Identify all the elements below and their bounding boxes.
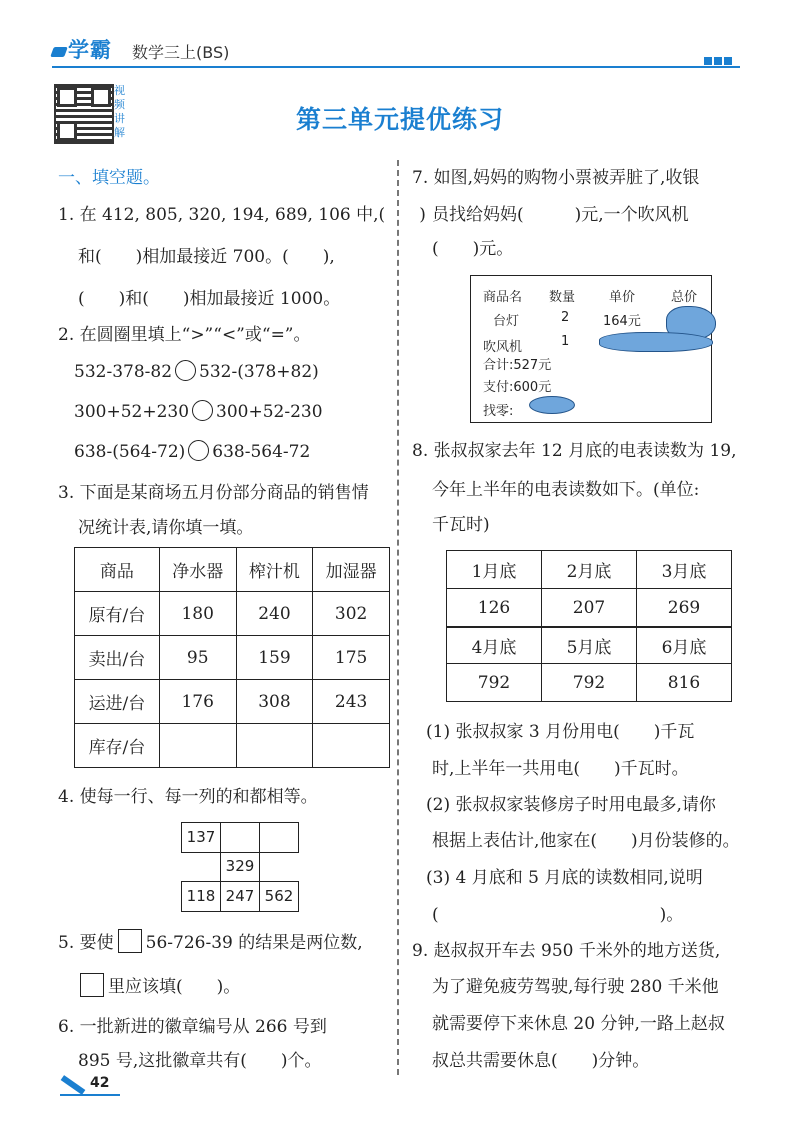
- answer-cell[interactable]: [259, 822, 299, 853]
- q2-compare-b: 300+52+230 300+52-230: [74, 402, 323, 422]
- receipt: 商品名 数量 单价 总价 台灯 2 164元 吹风机 1 合计:527元 支付:600元 找零:: [470, 275, 712, 423]
- page-number: 42: [90, 1075, 110, 1091]
- q9-line4: 叔总共需要休息( )分钟。: [432, 1051, 650, 1071]
- compare-circle[interactable]: [175, 360, 196, 381]
- smudge: [599, 332, 713, 352]
- footer-rule: [60, 1094, 120, 1096]
- q8-sub2-line2: 根据上表估计,他家在( )月份装修的。: [432, 831, 740, 851]
- q8-line1: 8. 张叔叔家去年 12 月底的电表读数为 19,: [412, 441, 737, 461]
- meter-table-top: 1月底 2月底 3月底 126 207 269: [446, 550, 732, 627]
- q3-line2: 况统计表,请你填一填。: [78, 518, 254, 538]
- q2-compare-c: 638-(564-72) 638-564-72: [74, 442, 311, 462]
- q7-line1: 7. 如图,妈妈的购物小票被弄脏了,收银: [412, 168, 700, 188]
- q3-line1: 3. 下面是某商场五月份部分商品的销售情: [58, 483, 369, 503]
- q7-line2: 员找给妈妈( )元,一个吹风机: [432, 205, 689, 225]
- answer-cell[interactable]: [159, 724, 236, 768]
- q5-line1: 5. 要使 56-726-39 的结果是两位数,: [58, 929, 363, 955]
- answer-cell[interactable]: [313, 724, 390, 768]
- q2-line1: 2. 在圆圈里填上“>”“<”或“=”。: [58, 325, 311, 345]
- compare-circle[interactable]: [192, 400, 213, 421]
- blank-box[interactable]: [80, 973, 104, 997]
- q8-line3: 千瓦时): [432, 515, 490, 535]
- q7-line3: ( )元。: [432, 239, 514, 259]
- q6-line2: 895 号,这批徽章共有( )个。: [78, 1051, 322, 1071]
- q8-sub2-line1: (2) 张叔叔家装修房子时用电最多,请你: [426, 795, 716, 815]
- smudge: [529, 396, 575, 414]
- q9-line3: 就需要停下来休息 20 分钟,一路上赵叔: [432, 1014, 725, 1034]
- answer-cell[interactable]: [220, 822, 260, 853]
- q8-line2: 今年上半年的电表读数如下。(单位:: [432, 480, 700, 500]
- blank-box[interactable]: [118, 929, 142, 953]
- compare-circle[interactable]: [188, 440, 209, 461]
- pencil-icon: [61, 1075, 86, 1095]
- brand-logo: 学霸: [52, 34, 112, 64]
- q1-line2: 和( )相加最接近 700。( ),: [78, 247, 335, 267]
- q4-line1: 4. 使每一行、每一列的和都相等。: [58, 787, 318, 807]
- q8-sub1-line1: (1) 张叔叔家 3 月份用电( )千瓦: [426, 722, 695, 742]
- sales-table: 商品 净水器 榨汁机 加湿器 原有/台 180 240 302 卖出/台 95 159 175 运进/台 176 308 243 库存/台: [74, 547, 390, 768]
- q8-sub3-line2: ( )。: [432, 905, 684, 925]
- q1-line3: ( )和( )相加最接近 1000。: [78, 289, 341, 309]
- q6-line1: 6. 一批新进的徽章编号从 266 号到: [58, 1017, 327, 1037]
- section-heading: 一、填空题。: [58, 168, 160, 188]
- q2-compare-a: 532-378-82 532-(378+82): [74, 362, 319, 382]
- qr-label: 视频讲解: [114, 84, 125, 139]
- q9-line1: 9. 赵叔叔开车去 950 千米外的地方送货,: [412, 941, 721, 961]
- header-rule: [52, 66, 740, 68]
- graduation-cap-icon: [50, 47, 68, 57]
- meter-table-bottom: 4月底 5月底 6月底 792 792 816: [446, 627, 732, 702]
- subject-label: 数学三上(BS): [132, 43, 230, 62]
- q8-sub1-line2: 时,上半年一共用电( )千瓦时。: [432, 759, 689, 779]
- q8-sub3-line1: (3) 4 月底和 5 月底的读数相同,说明: [426, 868, 703, 888]
- q5-line2: 里应该填( )。: [76, 973, 240, 999]
- magic-square: 137 329 118 247 562: [181, 822, 297, 910]
- page-title: 第三单元提优练习: [295, 105, 504, 134]
- q1-line1: 1. 在 412, 805, 320, 194, 689, 106 中,( ): [58, 205, 426, 225]
- answer-cell[interactable]: [236, 724, 313, 768]
- column-divider: [397, 160, 399, 1075]
- q9-line2: 为了避免疲劳驾驶,每行驶 280 千米他: [432, 977, 719, 997]
